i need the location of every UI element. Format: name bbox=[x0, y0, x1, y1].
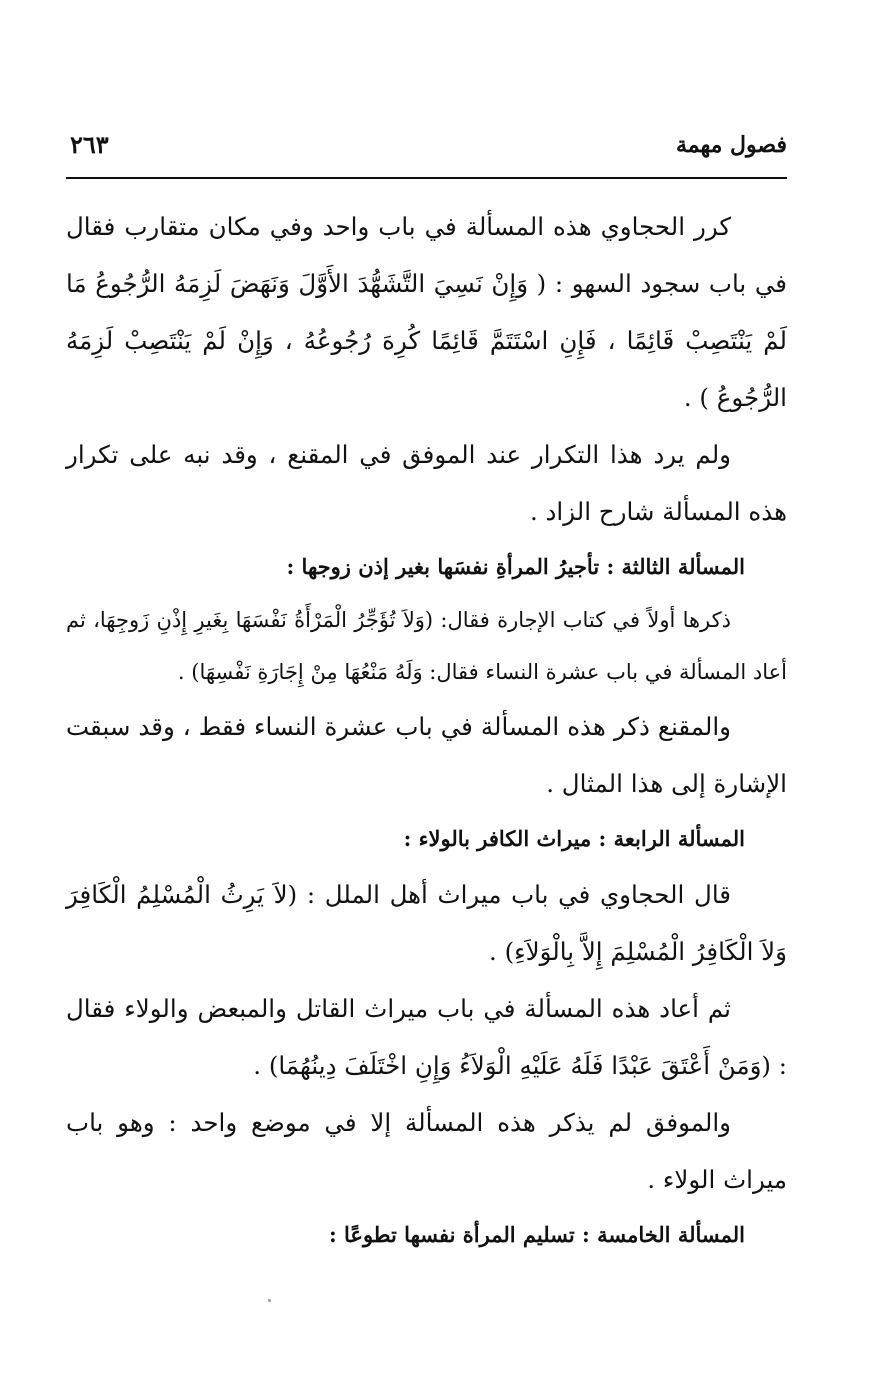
running-title: فصول مهمة bbox=[675, 132, 787, 158]
paragraph-4: والمقنع ذكر هذه المسألة في باب عشرة النساء فقط ، وقد سبقت الإشارة إلى هذا المثال . bbox=[66, 712, 787, 798]
paragraph-1: كرر الحجاوي هذه المسألة في باب واحد وفي مكان متقارب فقال في باب سجود السهو : ( وَإِنْ نَسِيَ التَّشَهُّدَ الأَوَّلَ وَنَهَضَ لَزِمَهُ الرُّجُوعُ مَا لَمْ يَنْتَصِبْ قَائِمًا ، فَإِنِ اسْتَتَمَّ قَائِمًا كُرِهَ رُجُوعُهُ ، وَإِنْ لَمْ يَنْتَصِبْ لَزِمَهُ الرُّجُوعُ ) . bbox=[66, 212, 787, 412]
paragraph-3: ذكرها أولاً في كتاب الإجارة فقال: (وَلاَ تُؤَجِّرُ الْمَرْأَةُ نَفْسَهَا بِغَيرِ إِذْنِ زَوجِهَا، ثم أعاد المسألة في باب عشرة النساء فقال: وَلَهُ مَنْعُهَا مِنْ إِجَارَةِ نَفْسِهَا) . bbox=[66, 608, 787, 684]
section-heading-5: المسألة الخامسة : تسليم المرأة نفسها تطوعًا : bbox=[328, 1222, 745, 1247]
paragraph-5: قال الحجاوي في باب ميراث أهل الملل : (لاَ يَرِثُ الْمُسْلِمُ الْكَافِرَ وَلاَ الْكَافِرُ الْمُسْلِمَ إِلاَّ بِالْوَلاَءِ) . bbox=[66, 880, 787, 966]
paper-speck bbox=[268, 1299, 271, 1302]
page-header bbox=[66, 128, 787, 178]
header-rule bbox=[66, 177, 787, 179]
paragraph-7: والموفق لم يذكر هذه المسألة إلا في موضع واحد : وهو باب ميراث الولاء . bbox=[66, 1108, 787, 1194]
page-body bbox=[66, 198, 787, 1262]
paragraph-2: ولم يرد هذا التكرار عند الموفق في المقنع ، وقد نبه على تكرار هذه المسألة شارح الزاد . bbox=[66, 440, 787, 526]
section-heading-4: المسألة الرابعة : ميراث الكافر بالولاء : bbox=[403, 826, 745, 851]
page-number: ٢٦٣ bbox=[70, 130, 109, 159]
section-heading-3: المسألة الثالثة : تأجيرُ المرأةِ نفسَها بغير إذن زوجها : bbox=[286, 554, 745, 579]
paragraph-6: ثم أعاد هذه المسألة في باب ميراث القاتل والمبعض والولاء فقال : (وَمَنْ أَعْتَقَ عَبْدًا فَلَهُ عَلَيْهِ الْوَلاَءُ وَإِنِ اخْتَلَفَ دِينُهُمَا) . bbox=[66, 994, 787, 1080]
